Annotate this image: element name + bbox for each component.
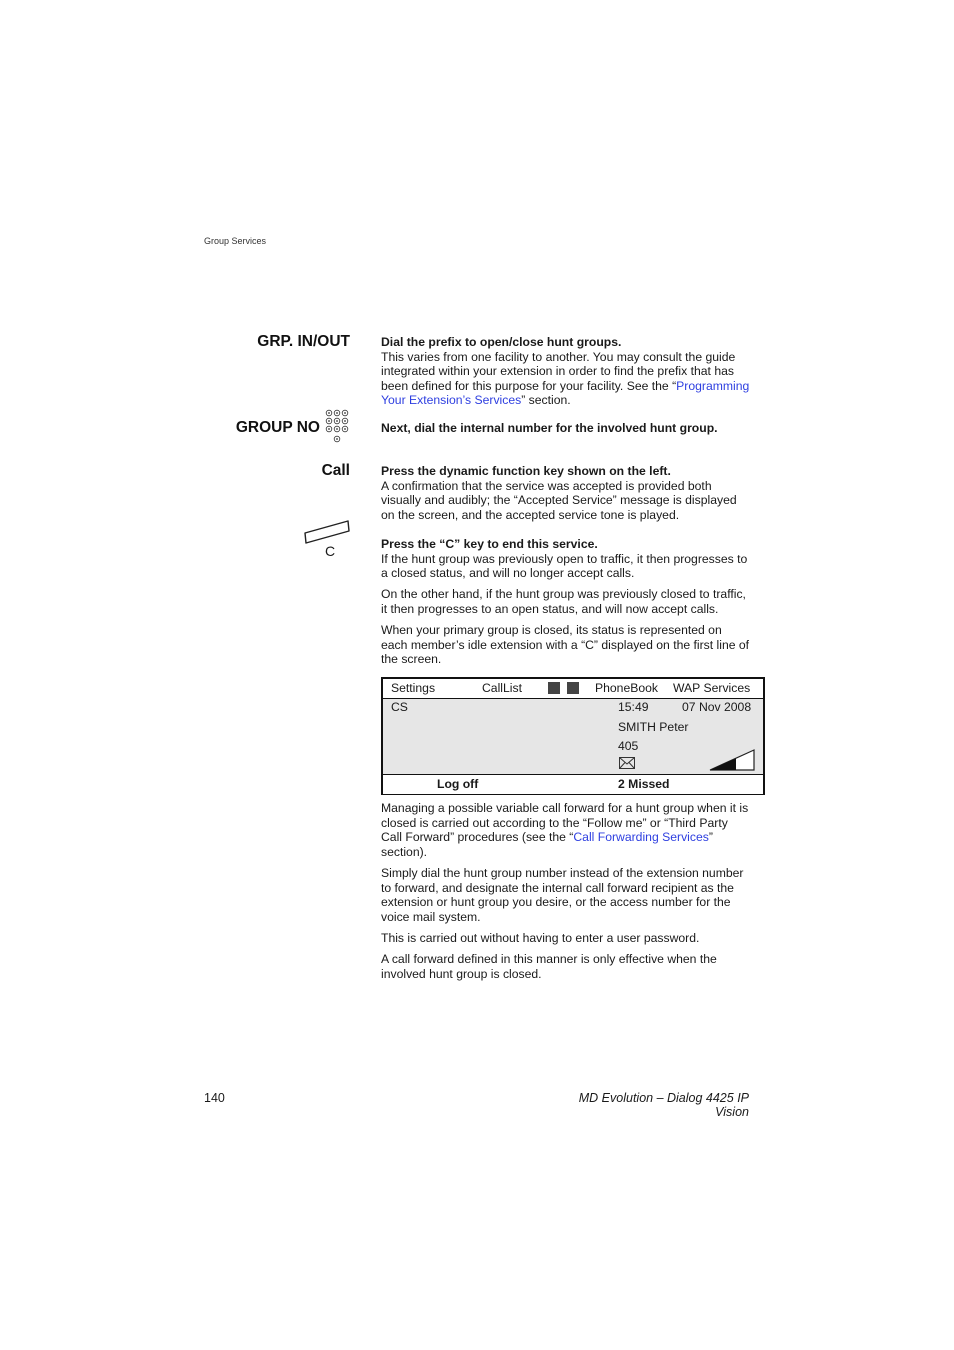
- paragraph: When your primary group is closed, its status is represented on each member’s idle extension with a “C” displayed on the first line of the screen.: [381, 623, 750, 666]
- step-title: Next, dial the internal number for the involved hunt group.: [381, 421, 718, 435]
- phone-display: [381, 677, 765, 795]
- document-title: MD Evolution – Dialog 4425 IP Vision: [578, 1091, 749, 1119]
- signal-strength-icon: [709, 749, 755, 771]
- c-key-letter: C: [325, 543, 336, 559]
- paragraph-text: Managing a possible variable call forward for a hunt group when it is closed is carried out according to the “Follow me” or “Third Party Call Forward” procedures (see the “: [381, 801, 749, 844]
- paragraph-call-forward: [381, 801, 751, 859]
- step-title: Press the “C” key to end this service.: [381, 537, 598, 551]
- envelope-icon: [619, 757, 635, 769]
- step-text: If the hunt group was previously open to traffic, it then progresses to a closed status, and will no longer accept calls.: [381, 551, 748, 580]
- display-extension: 405: [618, 739, 639, 753]
- step-end-service: [381, 537, 751, 581]
- step-text: A confirmation that the service was accepted is provided both visually and audibly; the “Accepted Service” message is displayed on the screen, and the accepted service tone is played.: [381, 478, 737, 522]
- paragraph: On the other hand, if the hunt group was previously closed to traffic, it then progresses to an open status, and will now accept calls.: [381, 587, 746, 616]
- indicator-square-icon: [567, 682, 579, 694]
- programming-link[interactable]: Programming Your Extension’s Services: [381, 378, 750, 407]
- step-call: [381, 464, 751, 522]
- step-title: Press the dynamic function key shown on the left.: [381, 464, 671, 478]
- key-label-call: Call: [321, 462, 350, 479]
- menu-wap-services: WAP Services: [673, 681, 751, 695]
- call-forwarding-link[interactable]: Call Forwarding Services: [573, 830, 709, 844]
- running-header: Group Services: [204, 236, 267, 246]
- step-text-end: ” section.: [521, 393, 571, 407]
- display-name: SMITH Peter: [618, 720, 689, 734]
- display-date: 07 Nov 2008: [682, 700, 752, 714]
- key-label-grp-in-out: GRP. IN/OUT: [257, 333, 350, 350]
- softkey-missed: 2 Missed: [618, 777, 670, 791]
- step-title: Dial the prefix to open/close hunt groups.: [381, 335, 622, 349]
- key-label-group-no: GROUP NO: [235, 419, 320, 436]
- step-dial-group: [381, 421, 751, 436]
- paragraph: This is carried out without having to enter a user password.: [381, 931, 700, 945]
- step-text: This varies from one facility to another. You may consult the guide integrated within your extension in order to find the prefix that has been defined for this purpose for your facility. See the “: [381, 349, 736, 393]
- menu-settings: Settings: [391, 681, 436, 695]
- menu-phonebook: PhoneBook: [595, 681, 659, 695]
- display-menu-bar: [383, 679, 763, 699]
- softkey-log-off: Log off: [437, 777, 479, 791]
- display-idle-area: [383, 699, 763, 774]
- display-time: 15:49: [618, 700, 649, 714]
- step-prefix: [381, 335, 751, 408]
- keypad-icon: [325, 409, 351, 445]
- paragraph-text-end: ” section).: [381, 830, 713, 859]
- page-number: 140: [204, 1091, 225, 1105]
- status-indicator: CS: [391, 700, 408, 714]
- paragraph: A call forward defined in this manner is only effective when the involved hunt group is closed.: [381, 952, 717, 981]
- indicator-square-icon: [548, 682, 560, 694]
- paragraph: Simply dial the hunt group number instead of the extension number to forward, and designate the internal call forward recipient as the extension or hunt group you desire, or the access number for the voice mail system.: [381, 866, 744, 924]
- display-softkeys: [383, 774, 763, 794]
- menu-calllist: CallList: [482, 681, 522, 695]
